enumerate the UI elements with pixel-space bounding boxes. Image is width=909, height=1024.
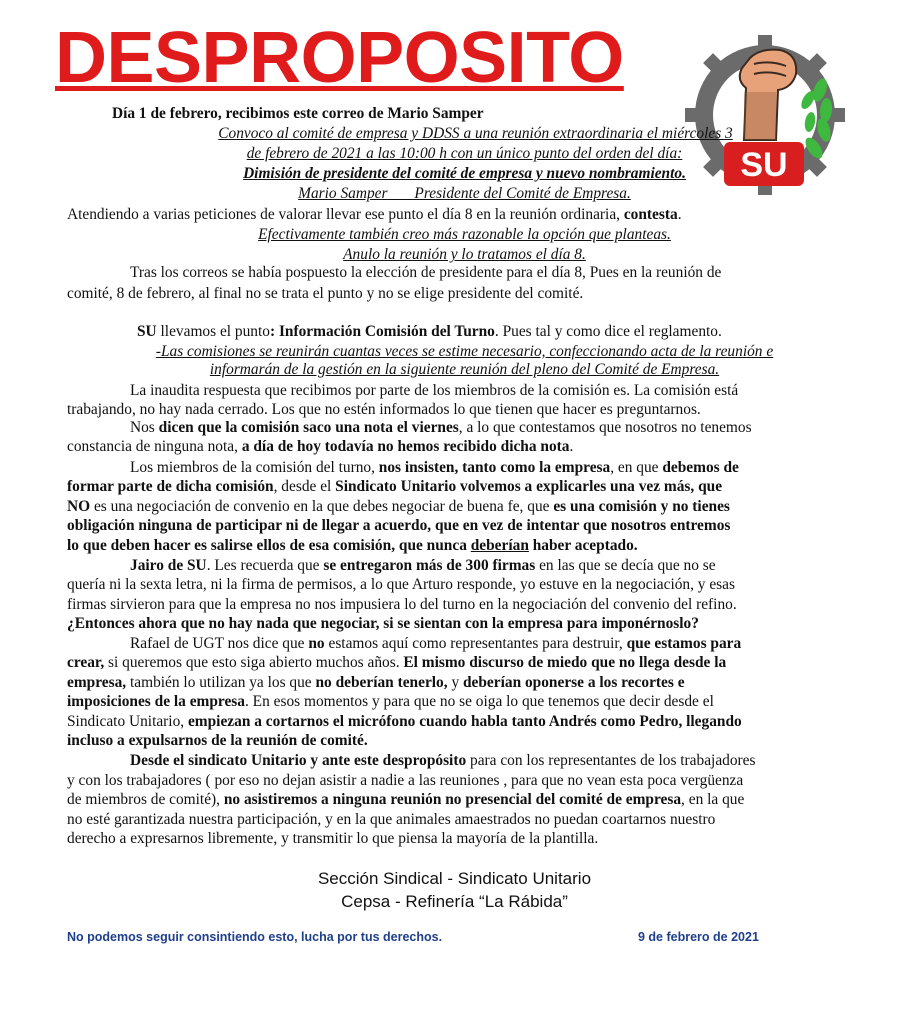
signature-line-1: Sección Sindical - Sindicato Unitario: [317, 869, 592, 888]
paragraph-8-line-5: derecho a expresarnos libremente, y transmitir lo que piensa la mayoría de la plantilla.: [67, 830, 599, 847]
paragraph-4-line-1: Nos dicen que la comisión saco una nota el viernes, a lo que contestamos que nosotros no tenemos: [130, 419, 752, 436]
email-line-3: Dimisión de presidente del comité de empresa y nuevo nombramiento.: [243, 165, 686, 182]
email-line-2: de febrero de 2021 a las 10:00 h con un único punto del orden del día:: [246, 145, 683, 162]
paragraph-8-line-4: no esté garantizada nuestra participación, y en la que animales amaestrados no puedan coartarnos nuestro: [67, 811, 716, 828]
paragraph-3-line-2: trabajando, no hay nada cerrado. Los que no estén informados lo que tienen que hacer es preguntarnos.: [67, 401, 701, 418]
paragraph-6-line-1: Jairo de SU. Les recuerda que se entregaron más de 300 firmas en las que se decía que no se: [130, 557, 716, 574]
email-signature: Mario Samper Presidente del Comité de Empresa.: [298, 185, 631, 202]
paragraph-7-line-4: imposiciones de la empresa. En esos momentos y para que no se oiga lo que tenemos que decir desde el: [67, 693, 714, 710]
paragraph-6-line-4: ¿Entonces ahora que no hay nada que negociar, si se sientan con la empresa para imponérnoslo?: [67, 615, 699, 632]
paragraph-1-line-2: comité, 8 de febrero, al final no se trata el punto y no se elige presidente del comité.: [67, 285, 584, 302]
paragraph-2-line-1: SU llevamos el punto: Información Comisión del Turno. Pues tal y como dice el reglamento.: [137, 323, 722, 340]
paragraph-7-line-1: Rafael de UGT nos dice que no estamos aquí como representantes para destruir, que estamos para: [130, 635, 742, 652]
paragraph-5-line-2: formar parte de dicha comisión, desde el Sindicato Unitario volvemos a explicarles una vez más, que: [67, 478, 723, 495]
footer-date: 9 de febrero de 2021: [638, 930, 759, 944]
paragraph-8-line-1: Desde el sindicato Unitario y ante este despropósito para con los representantes de los trabajadores: [130, 752, 756, 769]
paragraph-5-line-3: NO es una negociación de convenio en la que debes negociar de buena fe, que es una comisión y no tienes: [67, 498, 730, 515]
paragraph-5-line-1: Los miembros de la comisión del turno, nos insisten, tanto como la empresa, en que debemos de: [130, 459, 739, 476]
paragraph-7-line-3: empresa, también lo utilizan ya los que no deberían tenerlo, y deberían oponerse a los recortes e: [67, 674, 685, 691]
reply-quote-2: Anulo la reunión y lo tratamos el día 8.: [343, 246, 586, 263]
footer-slogan: No podemos seguir consintiendo esto, lucha por tus derechos.: [67, 930, 443, 944]
reply-quote-1: Efectivamente también creo más razonable la opción que planteas.: [258, 226, 671, 243]
page-title: DESPROPOSITO: [55, 18, 624, 98]
paragraph-1-line-1: Tras los correos se había pospuesto la elección de presidente para el día 8, Pues en la reunión de: [130, 264, 722, 281]
paragraph-7-line-6: incluso a expulsarnos de la reunión de comité.: [67, 732, 368, 749]
regulation-quote-1: -Las comisiones se reunirán cuantas veces se estime necesario, confeccionando acta de la reunión e: [155, 343, 774, 360]
paragraph-4-line-2: constancia de ninguna nota, a día de hoy todavía no hemos recibido dicha nota.: [67, 438, 574, 455]
reply-line: Atendiendo a varias peticiones de valorar llevar ese punto el día 8 en la reunión ordinaria, contesta.: [67, 206, 682, 223]
paragraph-6-line-2: quería ni la sexta letra, ni la firma de permisos, a lo que Arturo responde, yo estuve en la negociación, y esas: [67, 576, 735, 593]
paragraph-5-line-4: obligación ninguna de participar ni de llegar a acuerdo, que en vez de intentar que nosotros entremos: [67, 517, 731, 534]
signature-line-2: Cepsa - Refinería “La Rábida”: [341, 892, 568, 911]
paragraph-7-line-5: Sindicato Unitario, empiezan a cortarnos el micrófono cuando habla tanto Andrés como Pedro, llegando: [67, 713, 742, 730]
email-line-1: Convoco al comité de empresa y DDSS a una reunión extraordinaria el miércoles 3: [218, 125, 733, 142]
paragraph-5-line-5: lo que deben hacer es salirse ellos de esa comisión, que nunca deberían haber aceptado.: [67, 537, 638, 554]
paragraph-3-line-1: La inaudita respuesta que recibimos por parte de los miembros de la comisión es. La comisión está: [130, 382, 739, 399]
paragraph-7-line-2: crear, si queremos que esto siga abierto muchos años. El mismo discurso de miedo que no llega desde la: [67, 654, 727, 671]
intro-heading: Día 1 de febrero, recibimos este correo de Mario Samper: [112, 105, 484, 122]
paragraph-8-line-2: y con los trabajadores ( por eso no dejan asistir a nadie a las reuniones , para que no vean esta poca vergüenza: [67, 772, 744, 789]
su-logo-text: SU: [740, 146, 788, 184]
paragraph-6-line-3: firmas sirvieron para que la empresa no nos impusiera lo del turno en la negociación del convenio del refino.: [67, 596, 737, 613]
regulation-quote-2: informarán de la gestión en la siguiente reunión del pleno del Comité de Empresa.: [209, 361, 720, 378]
paragraph-8-line-3: de miembros de comité), no asistiremos a ninguna reunión no presencial del comité de empresa, en la que: [67, 791, 745, 808]
